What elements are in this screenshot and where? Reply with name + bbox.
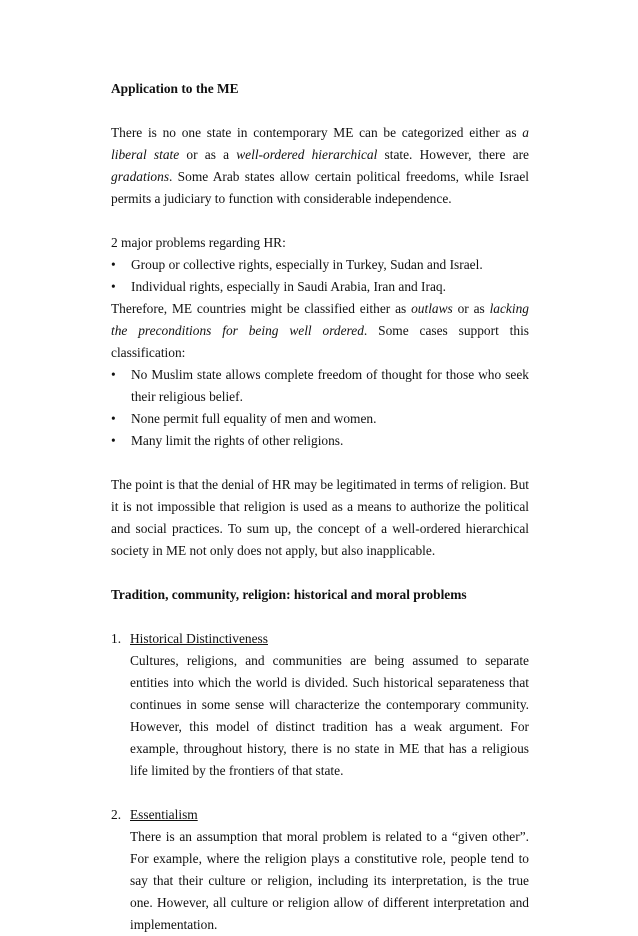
section-body: There is an assumption that moral problem is related to a “given other”. For example, where the religion plays a constitutive role, people tend to say that their culture or religion, including its interpretation, is the true one. However, all culture or religion allow of different interpretation and implementation. bbox=[130, 829, 529, 932]
section-essentialism bbox=[111, 804, 529, 936]
paragraph-classification bbox=[111, 298, 529, 364]
page-content bbox=[111, 78, 529, 936]
list-item-hr-group-rights bbox=[111, 254, 529, 276]
p1-text-b: or as a bbox=[179, 147, 237, 162]
list-item-text: No Muslim state allows complete freedom of thought for those who seek their religious belief. bbox=[131, 367, 529, 404]
list-item-equality bbox=[111, 408, 529, 430]
section-title: Historical Distinctiveness bbox=[130, 631, 268, 646]
bullet-icon: • bbox=[111, 279, 116, 294]
p1-italic-liberal-state: a liberal state bbox=[111, 125, 529, 162]
bullet-icon: • bbox=[111, 433, 116, 448]
list-item-text: None permit full equality of men and women. bbox=[131, 411, 377, 426]
section-number: 2. bbox=[111, 807, 122, 822]
p2-text-c: . Some cases support this classification: bbox=[111, 323, 529, 360]
p1-text-a: There is no one state in contemporary ME can be categorized either as bbox=[111, 125, 523, 140]
hr-problems-intro: 2 major problems regarding HR: bbox=[111, 235, 286, 250]
list-item-text: Individual rights, especially in Saudi Arabia, Iran and Iraq. bbox=[131, 279, 446, 294]
section-body: Cultures, religions, and communities are being assumed to separate entities into which the world is divided. Such historical separateness that continues in some sense will characterize the contemporary community. However, this model of distinct tradition has a weak argument. For example, throughout history, there is no state in ME that has a religious life limited by the frontiers of that state. bbox=[130, 653, 529, 778]
heading-application-to-me: Application to the ME bbox=[111, 81, 239, 96]
section-historical-distinctiveness bbox=[111, 628, 529, 782]
p2-italic-outlaws: outlaws bbox=[411, 301, 453, 316]
bullet-icon: • bbox=[111, 257, 116, 272]
list-item-text: Many limit the rights of other religions. bbox=[131, 433, 344, 448]
paragraph-conclusion: The point is that the denial of HR may be legitimated in terms of religion. But it is not impossible that religion is used as a means to authorize the political and social practices. To sum up, the concept of a well-ordered hierarchical society in ME not only does not apply, but also inapplicable. bbox=[111, 477, 529, 558]
list-item-freedom-of-thought bbox=[111, 364, 529, 408]
list-item-other-religions bbox=[111, 430, 529, 452]
list-item-hr-individual-rights bbox=[111, 276, 529, 298]
section-number: 1. bbox=[111, 631, 122, 646]
bullet-icon: • bbox=[111, 367, 116, 382]
heading-tradition-community-religion: Tradition, community, religion: historical and moral problems bbox=[111, 587, 467, 602]
p2-italic-preconditions: lacking the preconditions for being well ordered bbox=[111, 301, 529, 338]
p1-italic-gradations: gradations bbox=[111, 169, 170, 184]
p1-italic-hierarchical: well-ordered hierarchical bbox=[236, 147, 378, 162]
bullet-icon: • bbox=[111, 411, 116, 426]
p2-text-a: Therefore, ME countries might be classified either as bbox=[111, 301, 412, 316]
p2-text-b: or as bbox=[452, 301, 490, 316]
p1-text-c: state. However, there are bbox=[377, 147, 529, 162]
section-title: Essentialism bbox=[130, 807, 198, 822]
list-item-text: Group or collective rights, especially in Turkey, Sudan and Israel. bbox=[131, 257, 483, 272]
paragraph-me-states bbox=[111, 122, 529, 210]
p1-text-d: . Some Arab states allow certain political freedoms, while Israel permits a judiciary to function with considerable independence. bbox=[111, 169, 529, 206]
